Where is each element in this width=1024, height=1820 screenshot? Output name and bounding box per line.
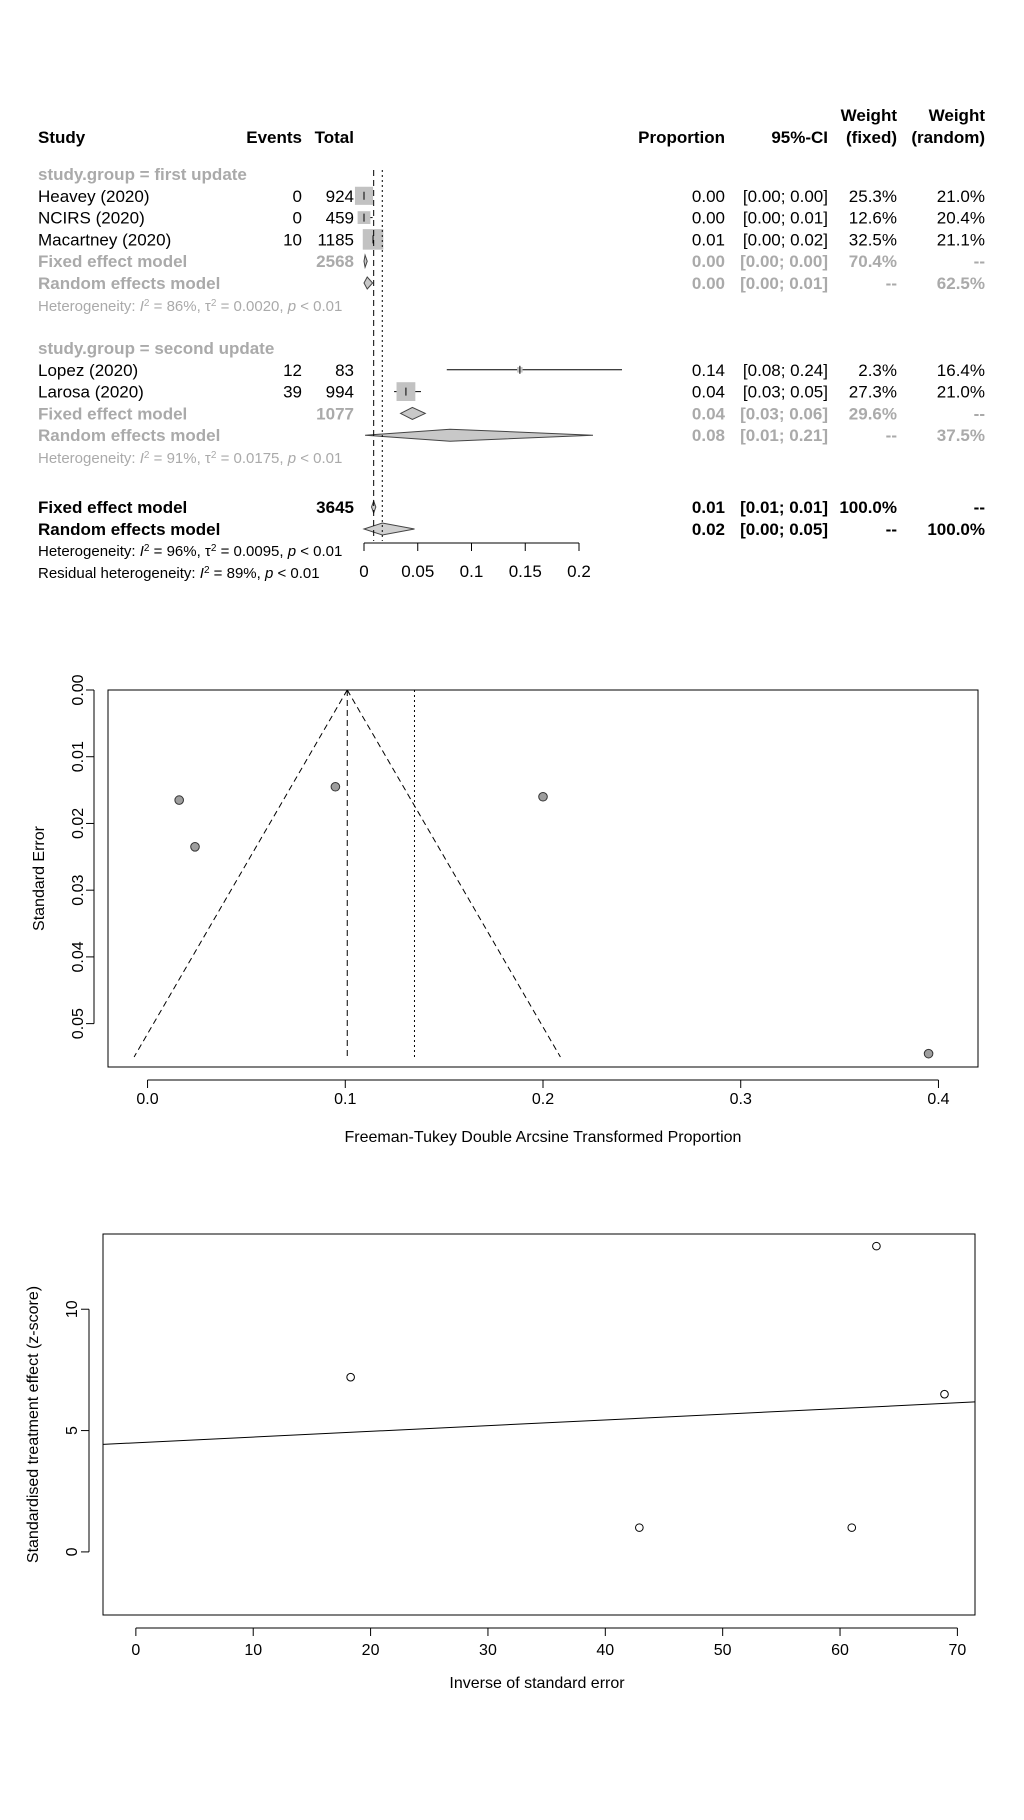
study-weight-fixed: 12.6% bbox=[848, 208, 897, 228]
funnel-y-tick-label: 0.03 bbox=[70, 874, 87, 906]
overall-heterogeneity: Heterogeneity: $I^2 = 96\%$, $\tau^2 = 0.0095$, p < 0.01 bbox=[38, 542, 343, 560]
radial-x-tick-label: 50 bbox=[713, 1642, 732, 1659]
study-ci: [0.08; 0.24] bbox=[742, 360, 828, 380]
study-events: 0 bbox=[292, 208, 302, 228]
funnel-point bbox=[331, 782, 340, 791]
study-weight-random: 21.1% bbox=[936, 230, 985, 250]
radial-x-tick-label: 20 bbox=[361, 1642, 380, 1659]
study-weight-random: 16.4% bbox=[936, 360, 985, 380]
funnel-plot bbox=[31, 674, 978, 1146]
overall-random-weight-fixed: -- bbox=[885, 520, 897, 539]
overall-random-diamond bbox=[364, 523, 415, 535]
header-events: Events bbox=[246, 128, 302, 147]
study-name: Macartney (2020) bbox=[38, 230, 172, 250]
study-events: 0 bbox=[292, 186, 302, 206]
funnel-point bbox=[539, 792, 548, 801]
group-fixed-diamond bbox=[401, 407, 426, 419]
group-random-proportion: 0.00 bbox=[691, 274, 725, 293]
funnel-x-tick-label: 0.0 bbox=[136, 1091, 159, 1108]
funnel-plot-frame bbox=[108, 690, 978, 1067]
radial-x-tick-label: 70 bbox=[948, 1642, 967, 1659]
forest-x-tick-label: 0.15 bbox=[508, 562, 542, 581]
group-fixed-total: 2568 bbox=[316, 252, 354, 272]
overall-random-weight-random: 100.0% bbox=[927, 520, 985, 539]
overall-fixed-proportion: 0.01 bbox=[691, 498, 725, 517]
funnel-y-tick-label: 0.00 bbox=[70, 674, 87, 706]
study-total: 994 bbox=[325, 382, 354, 402]
study-weight-random: 20.4% bbox=[936, 208, 985, 228]
group-fixed-proportion: 0.04 bbox=[691, 404, 725, 424]
study-total: 1185 bbox=[317, 230, 354, 250]
study-weight-fixed: 32.5% bbox=[848, 230, 897, 250]
study-total: 924 bbox=[325, 186, 354, 206]
group-fixed-weight-fixed: 70.4% bbox=[848, 252, 897, 272]
group-fixed-weight-fixed: 29.6% bbox=[848, 404, 897, 424]
forest-x-tick-label: 0 bbox=[359, 562, 369, 581]
overall-random-proportion: 0.02 bbox=[691, 520, 725, 539]
funnel-x-tick-label: 0.4 bbox=[927, 1091, 950, 1108]
overall-fixed-total: 3645 bbox=[316, 498, 354, 517]
header-study: Study bbox=[38, 128, 86, 147]
study-weight-random: 21.0% bbox=[936, 186, 985, 206]
group-random-weight-random: 37.5% bbox=[936, 426, 985, 446]
study-events: 39 bbox=[283, 382, 302, 402]
study-total: 83 bbox=[335, 360, 354, 380]
radial-x-tick-label: 60 bbox=[831, 1642, 849, 1659]
study-proportion: 0.00 bbox=[691, 186, 725, 206]
overall-fixed-weight-random: -- bbox=[973, 498, 985, 517]
radial-x-tick-label: 0 bbox=[131, 1642, 141, 1659]
group-random-proportion: 0.08 bbox=[691, 426, 725, 446]
funnel-x-tick-label: 0.1 bbox=[334, 1091, 357, 1108]
radial-y-axis-title: Standardised treatment effect (z-score) bbox=[25, 1285, 42, 1564]
study-ci: [0.00; 0.01] bbox=[742, 208, 828, 228]
group-fixed-label: Fixed effect model bbox=[38, 404, 188, 424]
study-total: 459 bbox=[325, 208, 354, 228]
radial-point bbox=[848, 1524, 856, 1532]
funnel-y-tick-label: 0.01 bbox=[70, 741, 87, 773]
header-weight-random: Weight bbox=[928, 106, 985, 125]
study-name: Heavey (2020) bbox=[38, 186, 150, 206]
overall-fixed-weight-fixed: 100.0% bbox=[839, 498, 897, 517]
residual-heterogeneity: Residual heterogeneity: $I^2 = 89\%$, p < 0.01 bbox=[38, 564, 320, 582]
funnel-left-limit bbox=[134, 690, 347, 1057]
group-heterogeneity: Heterogeneity: $I^2 = 91\%$, $\tau^2 = 0.0175$, p < 0.01 bbox=[38, 449, 343, 467]
group-label: study.group = first update bbox=[38, 165, 247, 184]
funnel-point bbox=[191, 843, 200, 852]
radial-x-tick-label: 10 bbox=[244, 1642, 263, 1659]
group-random-label: Random effects model bbox=[38, 426, 221, 446]
header-total: Total bbox=[314, 128, 354, 147]
study-name: NCIRS (2020) bbox=[38, 208, 145, 228]
radial-point bbox=[873, 1242, 881, 1250]
study-proportion: 0.00 bbox=[691, 208, 725, 228]
funnel-point bbox=[175, 796, 184, 805]
funnel-x-tick-label: 0.3 bbox=[729, 1091, 752, 1108]
forest-x-tick-label: 0.1 bbox=[459, 562, 484, 581]
funnel-right-limit bbox=[347, 690, 560, 1057]
group-fixed-total: 1077 bbox=[316, 404, 354, 424]
study-proportion: 0.14 bbox=[691, 360, 725, 380]
study-ci: [0.03; 0.05] bbox=[742, 382, 828, 402]
overall-random-ci: [0.00; 0.05] bbox=[740, 520, 828, 539]
group-fixed-diamond bbox=[364, 255, 367, 267]
group-fixed-ci: [0.00; 0.00] bbox=[740, 252, 828, 272]
group-random-ci: [0.01; 0.21] bbox=[740, 426, 828, 446]
overall-fixed-label: Fixed effect model bbox=[38, 498, 188, 517]
group-fixed-proportion: 0.00 bbox=[691, 252, 725, 272]
study-proportion: 0.01 bbox=[691, 230, 725, 250]
overall-random-label: Random effects model bbox=[38, 520, 221, 539]
radial-point bbox=[636, 1524, 644, 1532]
group-random-weight-random: 62.5% bbox=[936, 274, 985, 293]
funnel-x-tick-label: 0.2 bbox=[531, 1091, 555, 1108]
funnel-y-axis-title: Standard Error bbox=[31, 826, 48, 931]
study-proportion: 0.04 bbox=[691, 382, 725, 402]
study-events: 12 bbox=[283, 360, 302, 380]
group-random-ci: [0.00; 0.01] bbox=[740, 274, 828, 293]
header-proportion: Proportion bbox=[638, 128, 725, 147]
study-name: Larosa (2020) bbox=[38, 382, 144, 402]
radial-x-tick-label: 40 bbox=[596, 1642, 615, 1659]
study-ci: [0.00; 0.00] bbox=[742, 186, 828, 206]
radial-regression-line bbox=[103, 1402, 975, 1444]
group-random-label: Random effects model bbox=[38, 274, 221, 293]
group-random-weight-fixed: -- bbox=[885, 426, 897, 446]
study-name: Lopez (2020) bbox=[38, 360, 139, 380]
group-fixed-label: Fixed effect model bbox=[38, 252, 188, 272]
header-ci: 95%-CI bbox=[771, 128, 828, 147]
study-weight-random: 21.0% bbox=[936, 382, 985, 402]
radial-point bbox=[347, 1373, 355, 1381]
study-weight-fixed: 2.3% bbox=[858, 360, 897, 380]
header-weight-random-sub: (random) bbox=[911, 128, 985, 147]
header-weight-fixed-sub: (fixed) bbox=[846, 128, 897, 147]
forest-plot bbox=[38, 106, 985, 582]
group-fixed-weight-random: -- bbox=[973, 252, 985, 272]
group-heterogeneity: Heterogeneity: $I^2 = 86\%$, $\tau^2 = 0.0020$, p < 0.01 bbox=[38, 297, 343, 315]
group-random-diamond bbox=[364, 277, 373, 289]
group-random-weight-fixed: -- bbox=[885, 274, 897, 293]
funnel-y-tick-label: 0.04 bbox=[70, 941, 87, 973]
study-weight-fixed: 25.3% bbox=[848, 186, 897, 206]
funnel-y-tick-label: 0.02 bbox=[70, 807, 87, 840]
radial-plot bbox=[25, 1234, 975, 1692]
study-weight-fixed: 27.3% bbox=[848, 382, 897, 402]
radial-y-tick-label: 0 bbox=[64, 1547, 81, 1557]
radial-x-tick-label: 30 bbox=[479, 1642, 497, 1659]
study-events: 10 bbox=[283, 230, 302, 250]
group-fixed-weight-random: -- bbox=[973, 404, 985, 424]
header-weight-fixed: Weight bbox=[840, 106, 897, 125]
funnel-y-tick-label: 0.05 bbox=[70, 1008, 87, 1040]
overall-fixed-ci: [0.01; 0.01] bbox=[740, 498, 828, 517]
study-ci: [0.00; 0.02] bbox=[742, 230, 828, 250]
radial-plot-frame bbox=[103, 1234, 975, 1615]
forest-x-tick-label: 0.2 bbox=[567, 562, 591, 581]
radial-x-axis-title: Inverse of standard error bbox=[449, 1675, 625, 1692]
group-random-diamond bbox=[365, 429, 593, 441]
forest-x-tick-label: 0.05 bbox=[401, 562, 435, 581]
radial-y-tick-label: 10 bbox=[64, 1300, 81, 1319]
funnel-x-axis-title: Freeman-Tukey Double Arcsine Transformed Proportion bbox=[344, 1129, 742, 1146]
group-label: study.group = second update bbox=[38, 339, 275, 358]
group-fixed-ci: [0.03; 0.06] bbox=[740, 404, 828, 424]
funnel-point bbox=[924, 1049, 933, 1058]
radial-y-tick-label: 5 bbox=[64, 1426, 81, 1436]
radial-point bbox=[941, 1390, 949, 1398]
